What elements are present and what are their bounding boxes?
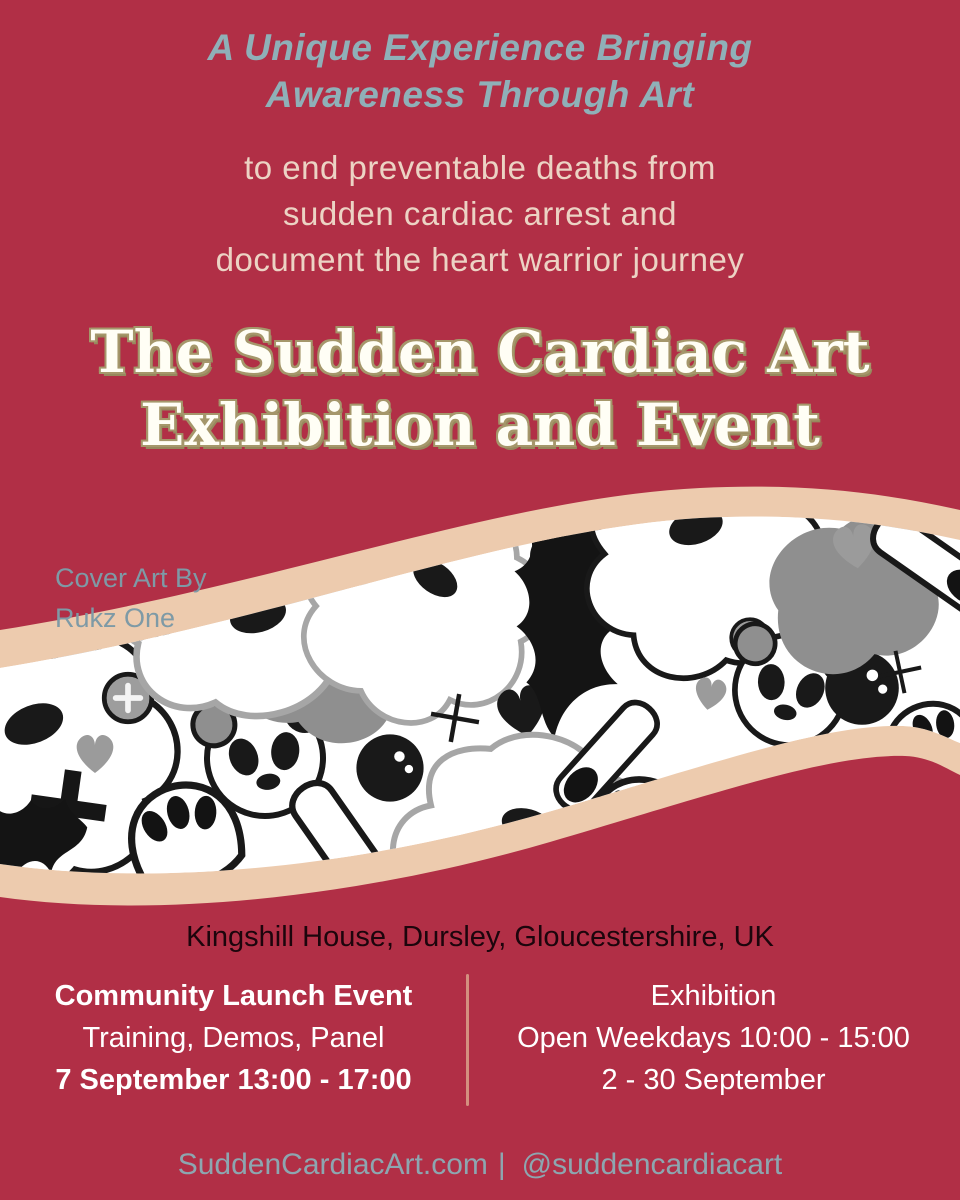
exhibition-title: Exhibition (650, 980, 777, 1012)
venue-address: Kingshill House, Dursley, Gloucestershire, UK (186, 921, 774, 953)
tagline-line-1: A Unique Experience Bringing (207, 27, 753, 68)
cover-art-credit-line-1: Cover Art By (55, 563, 207, 593)
exhibition-hours: Open Weekdays 10:00 - 15:00 (517, 1022, 910, 1054)
launch-event-datetime: 7 September 13:00 - 17:00 (55, 1064, 412, 1096)
footer-separator: | (497, 1148, 506, 1181)
tagline-line-2: Awareness Through Art (265, 74, 695, 115)
mission-line-2: sudden cardiac arrest and (282, 195, 678, 232)
event-title-line-1: The Sudden Cardiac Art (90, 318, 870, 386)
event-title-line-2: Exhibition and Event (140, 391, 820, 459)
social-handle: @suddencardiacart (521, 1148, 783, 1181)
launch-event-details: Training, Demos, Panel (82, 1022, 385, 1054)
mission-line-3: document the heart warrior journey (215, 241, 745, 278)
mission-line-1: to end preventable deaths from (244, 149, 716, 186)
cover-art-credit-line-2: Rukz One (55, 603, 176, 633)
website-url: SuddenCardiacArt.com (177, 1148, 488, 1181)
launch-event-title: Community Launch Event (54, 980, 413, 1012)
exhibition-dates: 2 - 30 September (601, 1064, 826, 1096)
doodle-ball (356, 734, 423, 801)
